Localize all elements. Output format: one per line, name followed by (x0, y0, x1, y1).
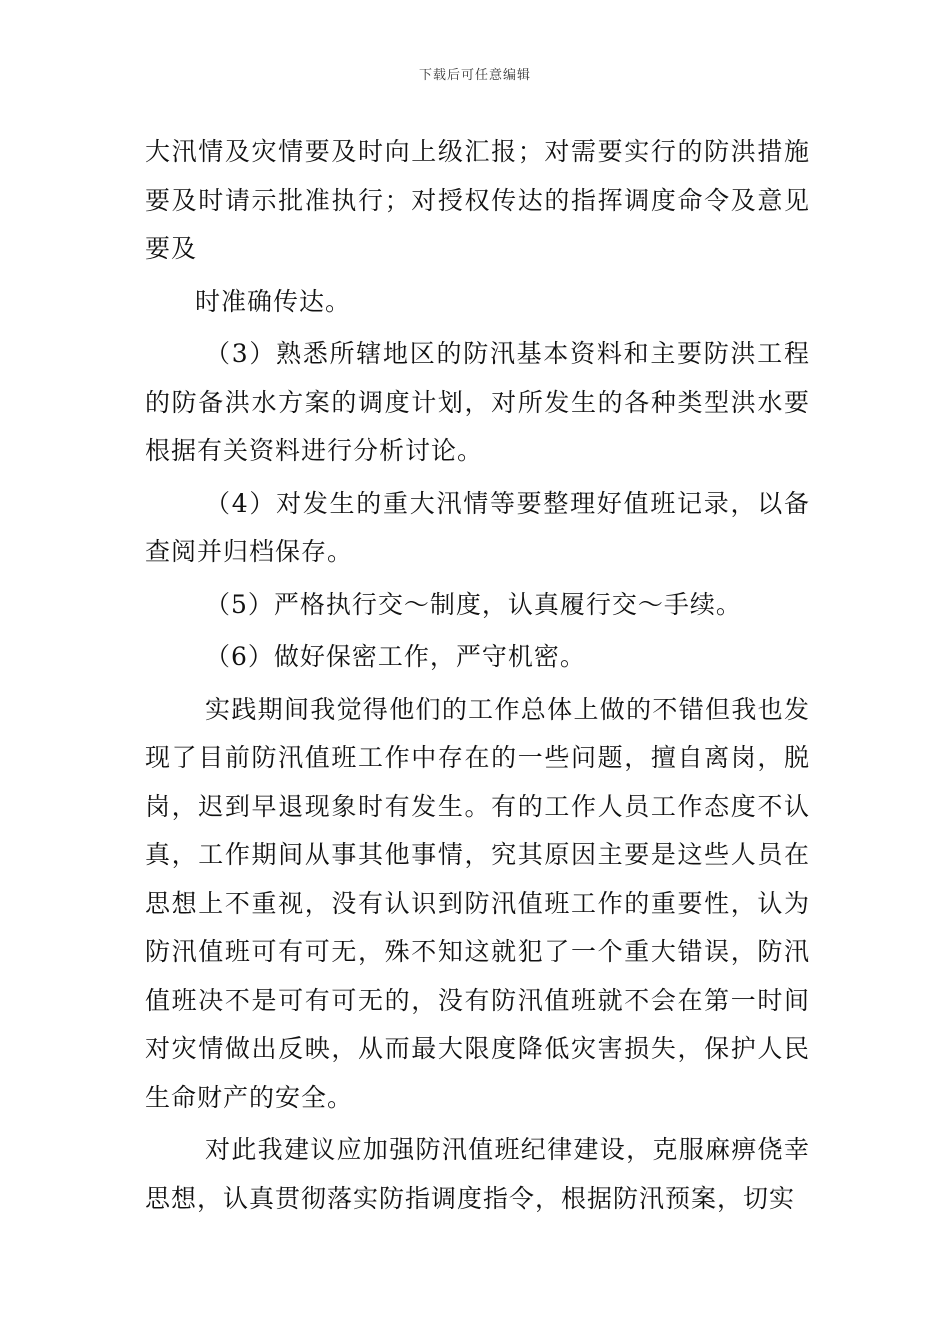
paragraph-3: （3）熟悉所辖地区的防汛基本资料和主要防洪工程的防备洪水方案的调度计划，对所发生的各种类型洪水要根据有关资料进行分析讨论。 (145, 339, 810, 465)
paragraph-5: （5）严格执行交～制度，认真履行交～手续。 (205, 589, 742, 619)
paragraph-8: 对此我建议应加强防汛值班纪律建设，克服麻痹侥幸思想，认真贯彻落实防指调度指令，根据防汛预案，切实 (145, 1135, 810, 1213)
paragraph-2: 时准确传达。 (195, 286, 352, 316)
header-note: 下载后可任意编辑 (418, 68, 531, 83)
paragraph-1: 大汛情及灾情要及时向上级汇报；对需要实行的防洪措施要及时请示批准执行；对授权传达的指挥调度命令及意见要及 (145, 137, 810, 263)
body-text (145, 128, 810, 1223)
paragraph-4: （4）对发生的重大汛情等要整理好值班记录，以备查阅并归档保存。 (145, 488, 810, 566)
paragraph-6: （6）做好保密工作，严守机密。 (205, 642, 586, 671)
paragraph-7: 实践期间我觉得他们的工作总体上做的不错但我也发现了目前防汛值班工作中存在的一些问题，擅自离岗，脱岗，迟到早退现象时有发生。有的工作人员工作态度不认真，工作期间从事其他事情，究其原因主要是这些人员在思想上不重视，没有认识到防汛值班工作的重要性，认为防汛值班可有可无，殊不知这就犯了一个重大错误，防汛值班决不是可有可无的，没有防汛值班就不会在第一时间对灾情做出反映，从而最大限度降低灾害损失，保护人民生命财产的安全。 (145, 694, 810, 1112)
